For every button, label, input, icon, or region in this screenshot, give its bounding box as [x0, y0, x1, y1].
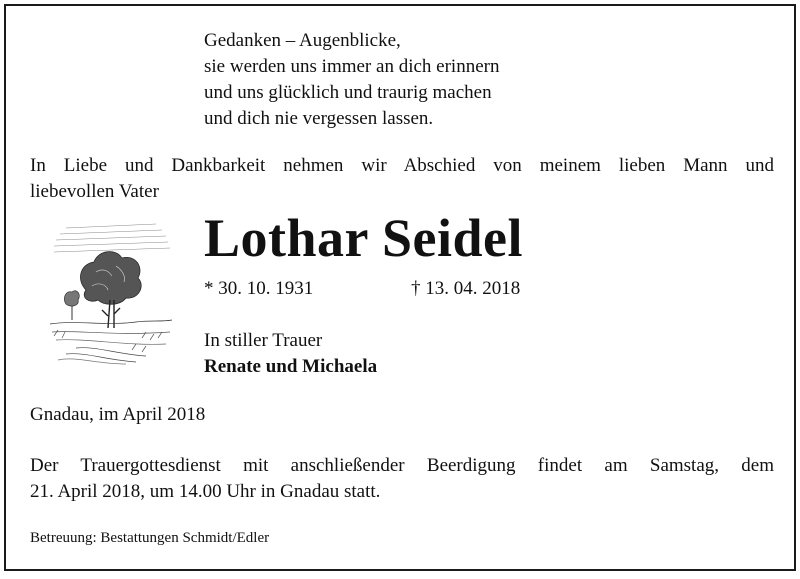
service-info	[30, 453, 774, 505]
funeral-home-credit: Betreuung: Bestattungen Schmidt/Edler	[30, 530, 270, 546]
mourners-names: Renate und Michaela	[204, 356, 378, 377]
farewell-intro	[30, 153, 774, 205]
mourners-intro: In stiller Trauer	[204, 330, 323, 351]
place-date: Gnadau, im April 2018	[30, 404, 206, 425]
poem	[204, 28, 499, 132]
death-date: † 13. 04. 2018	[411, 278, 521, 299]
poem-line: und uns glücklich und traurig machen	[204, 82, 492, 103]
tree-landscape-image	[46, 220, 174, 366]
poem-line: und dich nie vergessen lassen.	[204, 108, 434, 129]
poem-line: Gedanken – Augenblicke,	[204, 30, 401, 51]
poem-line: sie werden uns immer an dich erinnern	[204, 56, 500, 77]
service-line-1: Der Trauergottesdienst mit anschließender Beerdigung findet am Samstag, dem	[30, 455, 774, 476]
service-line-2: 21. April 2018, um 14.00 Uhr in Gnadau statt.	[30, 481, 381, 502]
obituary-notice	[4, 4, 796, 571]
farewell-line-2: liebevollen Vater	[30, 181, 159, 202]
birth-date: * 30. 10. 1931	[204, 278, 314, 299]
farewell-line-1: In Liebe und Dankbarkeit nehmen wir Abschied von meinem lieben Mann und	[30, 155, 774, 176]
mourners	[204, 328, 377, 380]
deceased-name: Lothar Seidel	[204, 208, 524, 268]
